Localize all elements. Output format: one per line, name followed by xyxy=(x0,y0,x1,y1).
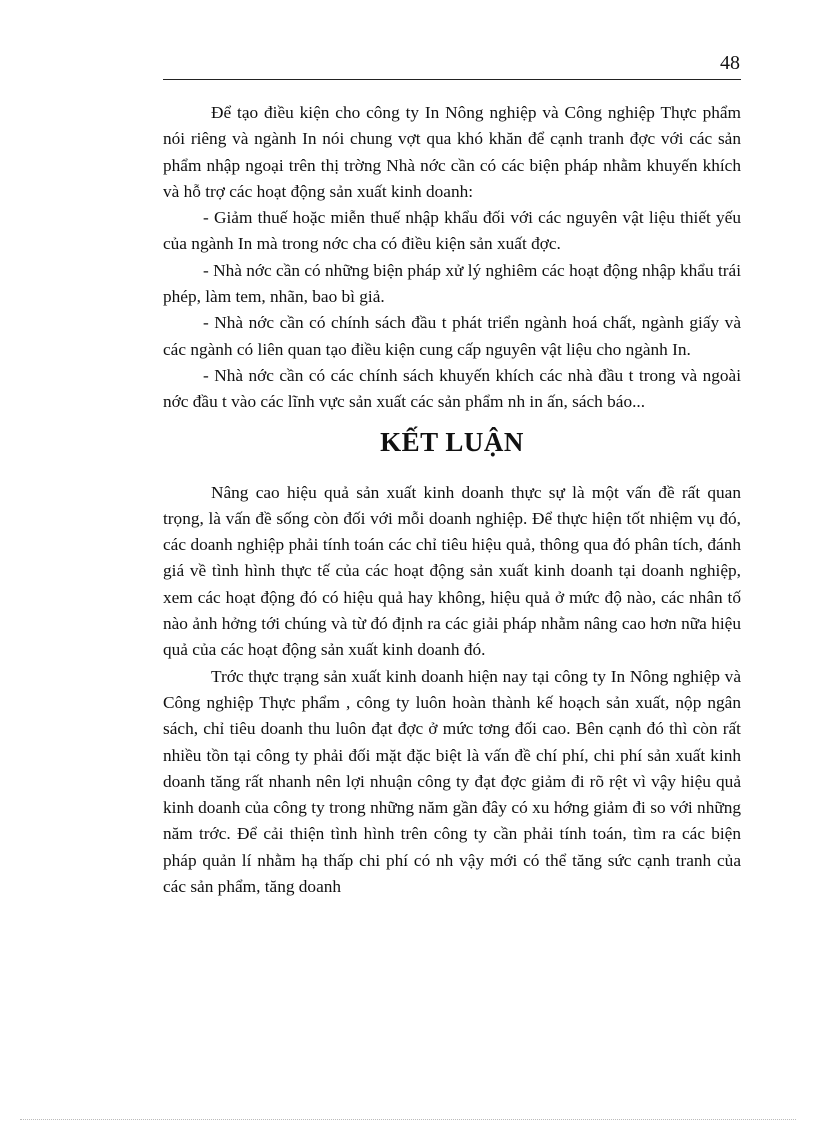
conclusion-heading: KẾT LUẬN xyxy=(380,426,524,457)
measure-item-4: - Nhà nớc cần có các chính sách khuyến khích các nhà đầu t trong và ngoài nớc đầu t vào các lĩnh vực sản xuất các sản phẩm nh in ấn, sách báo... xyxy=(163,365,741,412)
header-rule xyxy=(163,79,741,80)
footer-dotted-line xyxy=(20,1119,796,1120)
intro-paragraph: Để tạo điều kiện cho công ty In Nông nghiệp và Công nghiệp Thực phẩm nói riêng và ngành In nói chung vợt qua khó khăn để cạnh tranh đợc với các sản phẩm nhập ngoại trên thị trờng Nhà nớc cần có các biện pháp nhằm khuyến khích và hỗ trợ các hoạt động sản xuất kinh doanh: xyxy=(163,103,741,201)
page-number: 48 xyxy=(720,52,740,74)
document-body xyxy=(163,100,741,900)
measure-item-3: - Nhà nớc cần có chính sách đầu t phát triển ngành hoá chất, ngành giấy và các ngành có liên quan tạo điều kiện cung cấp nguyên vật liệu cho ngành In. xyxy=(163,313,741,359)
measure-item-1: - Giảm thuế hoặc miễn thuế nhập khẩu đối với các nguyên vật liệu thiết yếu của ngành In mà trong nớc cha có điều kiện sản xuất đợc. xyxy=(163,208,741,254)
conclusion-paragraph-1: Nâng cao hiệu quả sản xuất kinh doanh thực sự là một vấn đề rất quan trọng, là vấn đề sống còn đối với mỗi doanh nghiệp. Để thực hiện tốt nhiệm vụ đó, các doanh nghiệp phải tính toán các chỉ tiêu hiệu quả, thông qua đó phân tích, đánh giá về tình hình thực tế của các hoạt động sản xuất kinh doanh tại doanh nghiệp, xem các hoạt động đó có hiệu quả hay không, hiệu quả ở mức độ nào, các nhân tố nào ảnh hởng tới chúng và từ đó định ra các giải pháp nhằm nâng cao hơn nữa hiệu quả của các hoạt động sản xuất kinh doanh đó. xyxy=(163,482,741,660)
conclusion-paragraph-2: Trớc thực trạng sản xuất kinh doanh hiện nay tại công ty In Nông nghiệp và Công nghiệp Thực phẩm , công ty luôn hoàn thành kế hoạch sản xuất, nộp ngân sách, chỉ tiêu doanh thu luôn đạt đợc ở mức tơng đối cao. Bên cạnh đó thì còn rất nhiều tồn tại công ty phải đối mặt đặc biệt là vấn đề chí phí, chi phí sản xuất kinh doanh tăng rất nhanh nên lợi nhuận công ty đạt đợc giảm đi rõ rệt vì vậy hiệu quả kinh doanh của công ty trong những năm gần đây có xu hớng giảm đi so với những năm trớc. Để cải thiện tình hình trên công ty cần phải tính toán, tìm ra các biện pháp quản lí nhằm hạ thấp chi phí có nh vậy mới có thể tăng sức cạnh tranh của các sản phẩm, tăng doanh xyxy=(163,666,741,897)
measure-item-2: - Nhà nớc cần có những biện pháp xử lý nghiêm các hoạt động nhập khẩu trái phép, làm tem, nhãn, bao bì giả. xyxy=(163,260,741,307)
